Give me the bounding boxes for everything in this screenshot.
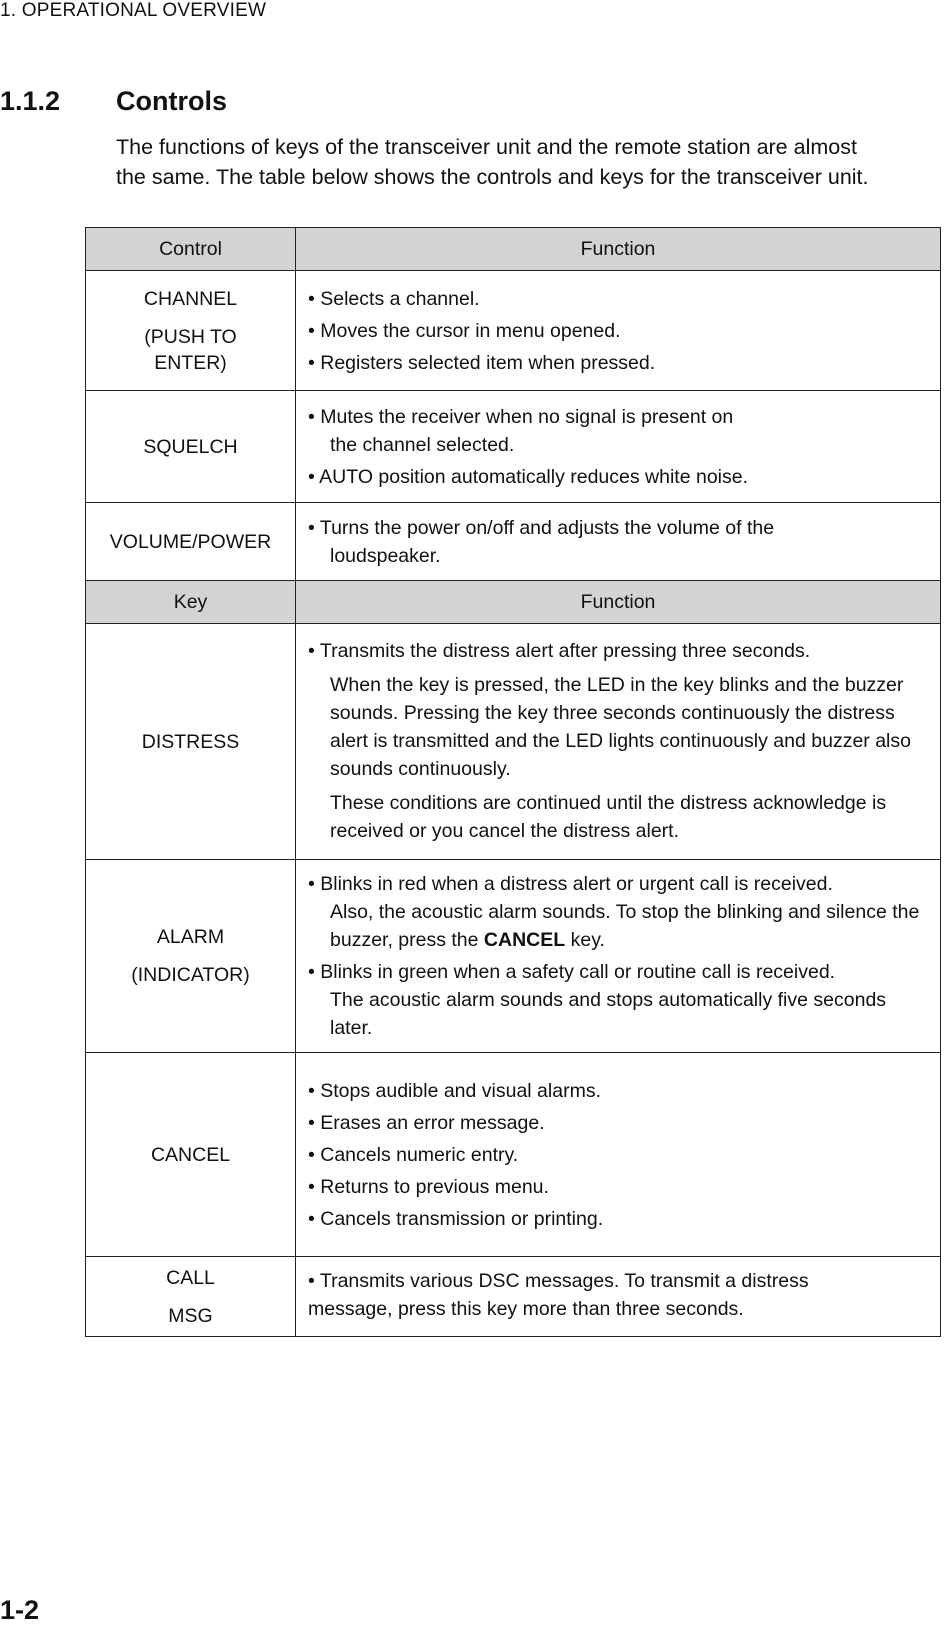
function-bullet [308,403,932,459]
name-line: (PUSH TO [144,325,237,348]
name-line: (INDICATOR) [131,964,250,986]
key-name [86,1257,296,1337]
bullet-continuation [308,898,932,954]
function-bullet: • Selects a channel. [308,287,480,310]
name-line: MSG [168,1304,213,1327]
name-line: CANCEL [150,1143,231,1166]
table-row [86,860,941,1053]
function-bullet: • Erases an error message. [308,1111,545,1134]
function-bullet: • Cancels transmission or printing. [308,1207,604,1230]
control-name [86,271,296,391]
function-cell [296,624,941,860]
column-header: Function [296,581,941,624]
section-title: Controls [116,86,227,116]
bullet-continuation: The acoustic alarm sounds and stops automatically five seconds later. [330,989,887,1039]
table-header-row [86,228,941,271]
function-bullet: • Registers selected item when pressed. [308,351,656,374]
page-number: 1-2 [0,1595,40,1625]
function-cell [296,391,941,503]
name-line: DISTRESS [141,730,240,753]
name-line: VOLUME/POWER [109,530,272,553]
function-paragraph: These conditions are continued until the distress acknowledge is received or you cancel the distress alert. [330,791,887,842]
function-bullet: • Returns to previous menu. [308,1175,549,1198]
cancel-key-reference: CANCEL [483,929,566,951]
function-cell [296,860,941,1053]
table-row [86,1257,941,1337]
bullet-continuation: the channel selected. [330,433,515,456]
bullet-text: • Blinks in red when a distress alert or urgent call is received. [308,873,833,895]
function-bullet: • Stops audible and visual alarms. [308,1079,601,1102]
key-name [86,860,296,1053]
table-row [86,503,941,581]
table-row [86,1053,941,1257]
function-bullet: • Transmits the distress alert after pressing three seconds. [308,639,811,662]
intro-line: The functions of keys of the transceiver unit and the remote station are almost [116,135,857,159]
bullet-text: • Mutes the receiver when no signal is present on [308,405,734,428]
function-bullet [308,514,932,570]
bullet-text: • Transmits various DSC messages. To transmit a distress [308,1270,809,1292]
function-bullet [308,1267,932,1323]
running-header: 1. OPERATIONAL OVERVIEW [0,0,267,21]
section-number: 1.1.2 [0,86,61,116]
name-line: ENTER) [154,351,227,374]
function-bullet: • AUTO position automatically reduces white noise. [308,465,749,488]
control-name [86,503,296,581]
function-cell [296,1053,941,1257]
table-row [86,624,941,860]
column-header: Function [296,228,941,271]
column-header: Key [86,581,296,624]
function-cell [296,271,941,391]
key-name [86,624,296,860]
function-cell [296,503,941,581]
intro-line: the same. The table below shows the controls and keys for the transceiver unit. [116,165,869,189]
function-bullet [308,958,932,1042]
function-bullet: • Moves the cursor in menu opened. [308,319,621,342]
table-row [86,391,941,503]
table-row [86,271,941,391]
function-paragraph: When the key is pressed, the LED in the key blinks and the buzzer sounds. Pressing the key three seconds continuously the distress alert is transmitted and the LED lights continuously and buzzer also sounds continuously. [330,673,911,780]
column-header: Control [86,228,296,271]
key-name [86,1053,296,1257]
name-line: CHANNEL [143,287,238,310]
section-heading [0,86,227,117]
bullet-continuation: message, press this key more than three seconds. [308,1298,744,1320]
function-cell [296,1257,941,1337]
name-line: SQUELCH [143,435,238,458]
table-header-row [86,581,941,624]
intro-paragraph [116,132,952,192]
bullet-text: • Blinks in green when a safety call or routine call is received. [308,961,836,983]
bullet-continuation: loudspeaker. [330,544,441,567]
function-bullet: • Cancels numeric entry. [308,1143,519,1166]
bullet-text: key. [570,929,605,951]
name-line: CALL [166,1266,215,1289]
function-bullet [308,870,932,954]
control-name [86,391,296,503]
bullet-text: Also, the acoustic alarm sounds. To stop the blinking and silence the buzzer, press the [330,901,920,951]
bullet-text: • Turns the power on/off and adjusts the volume of the [308,516,775,539]
name-line: ALARM [156,926,225,948]
controls-table [85,227,941,1337]
